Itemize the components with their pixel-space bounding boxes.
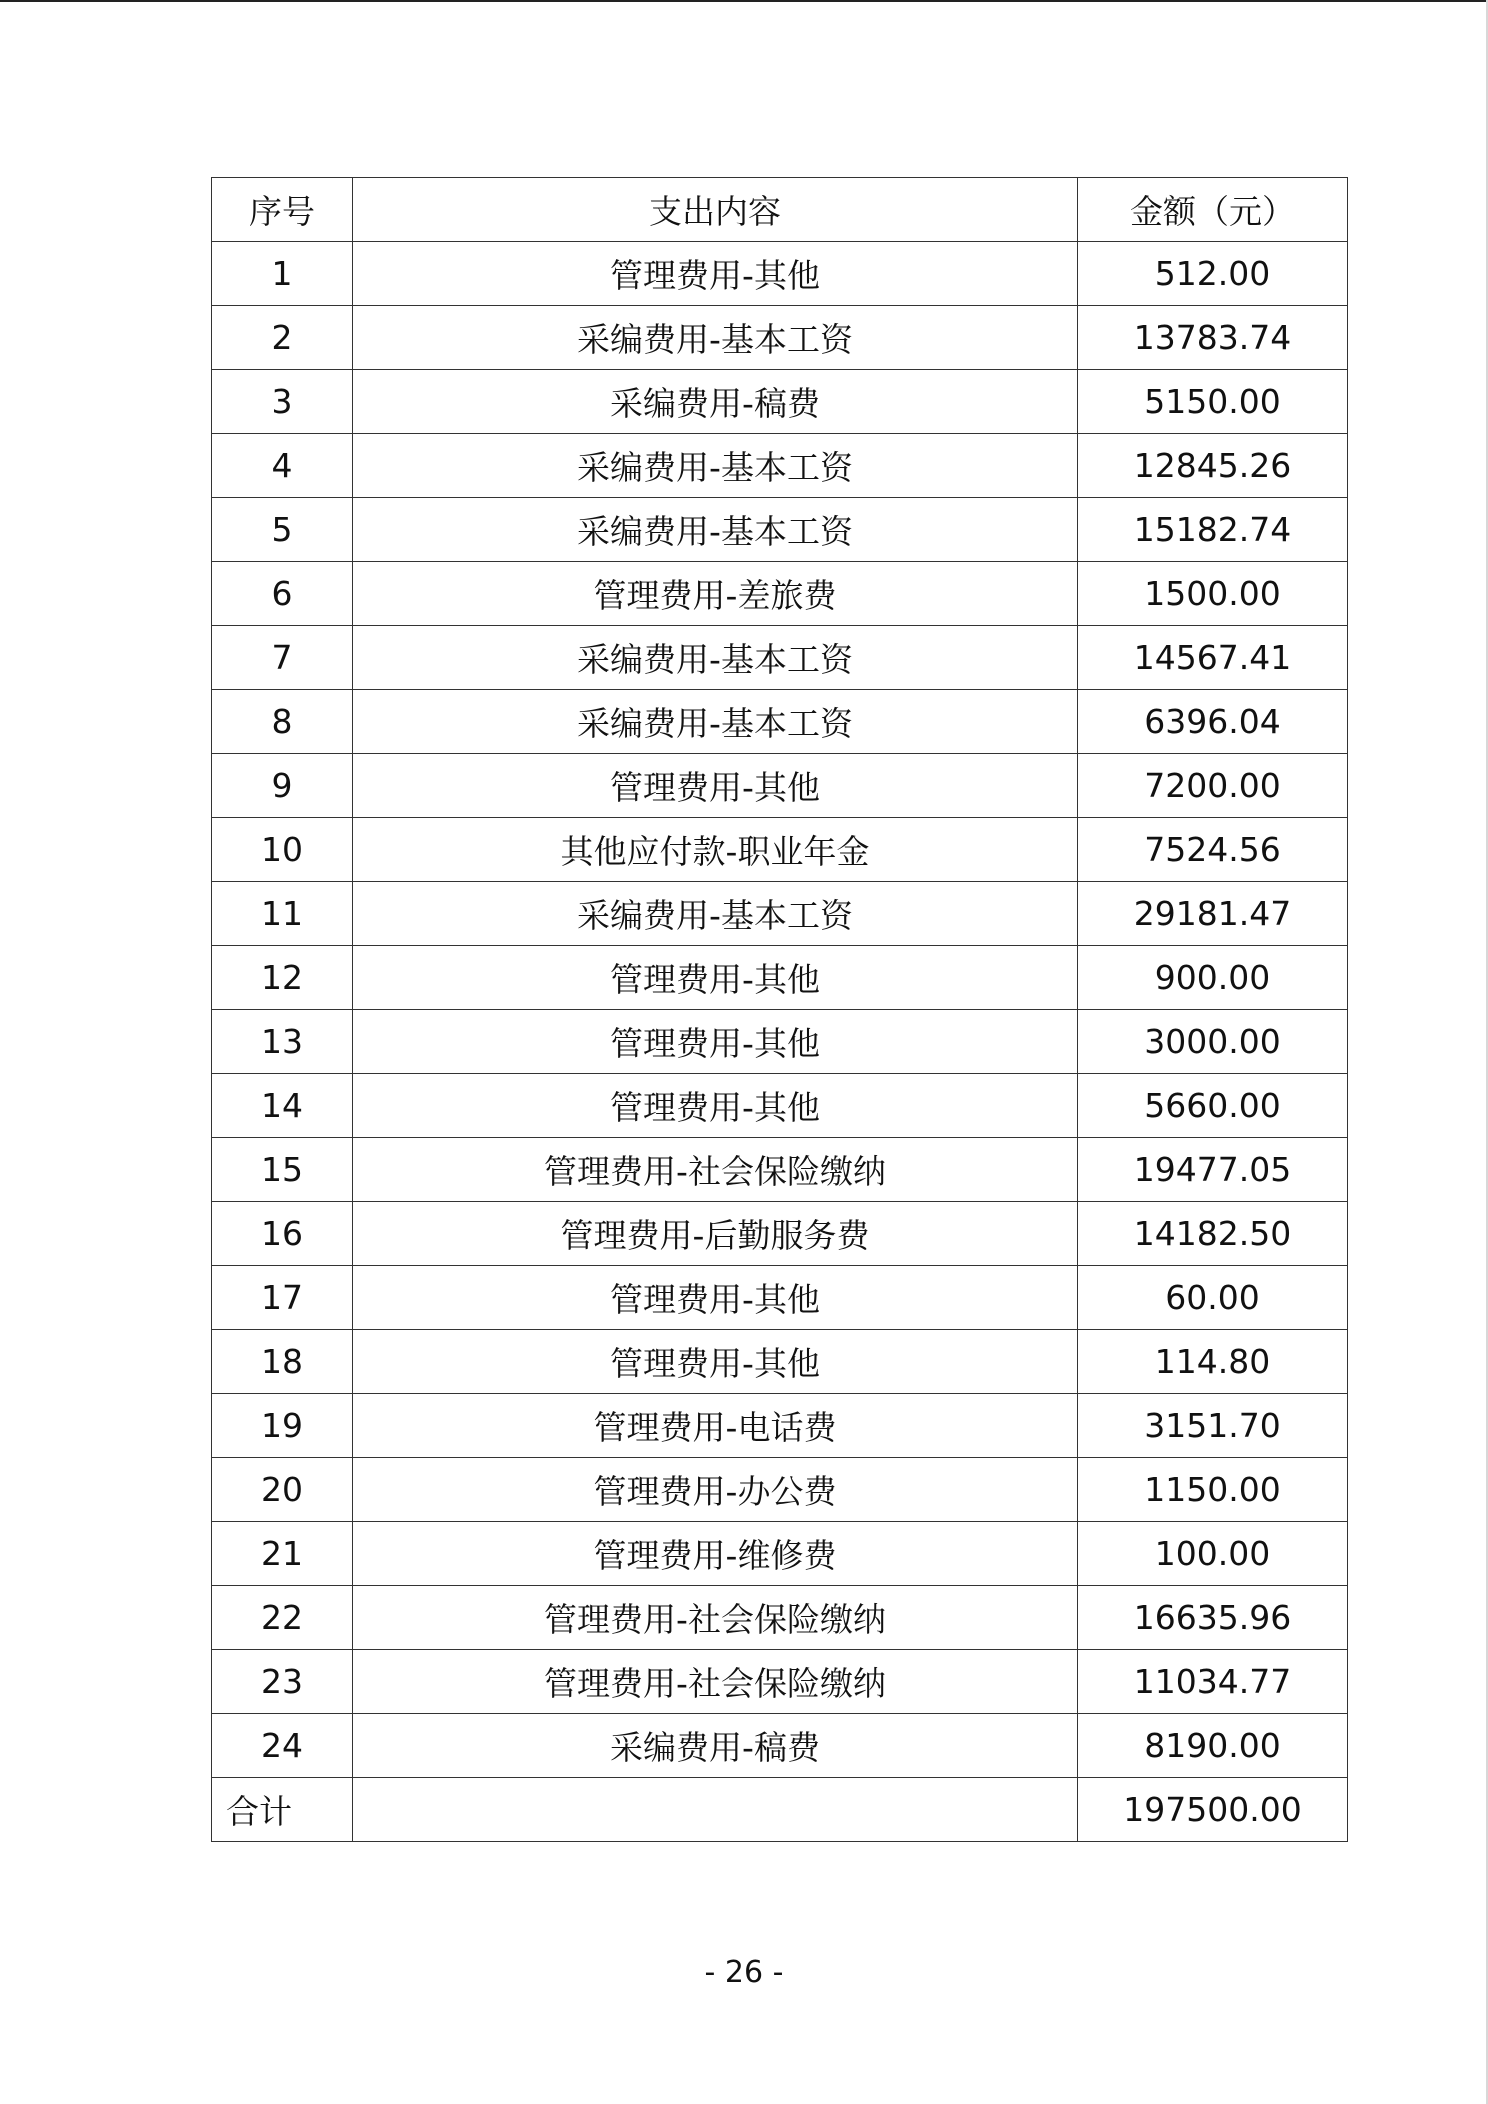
row-index: 15 (212, 1138, 353, 1202)
total-content (353, 1778, 1078, 1842)
row-amount: 14567.41 (1078, 626, 1348, 690)
table-row (212, 434, 1348, 498)
row-content: 管理费用-其他 (353, 946, 1078, 1010)
row-index: 18 (212, 1330, 353, 1394)
row-index: 10 (212, 818, 353, 882)
header-index: 序号 (212, 178, 353, 242)
row-index: 2 (212, 306, 353, 370)
row-index: 19 (212, 1394, 353, 1458)
row-amount: 7524.56 (1078, 818, 1348, 882)
total-label: 合计 (212, 1778, 353, 1842)
table-row (212, 1394, 1348, 1458)
row-content: 采编费用-稿费 (353, 370, 1078, 434)
table-row (212, 370, 1348, 434)
row-amount: 7200.00 (1078, 754, 1348, 818)
table-row (212, 1650, 1348, 1714)
row-content: 采编费用-基本工资 (353, 498, 1078, 562)
row-amount: 900.00 (1078, 946, 1348, 1010)
row-amount: 15182.74 (1078, 498, 1348, 562)
row-content: 管理费用-其他 (353, 242, 1078, 306)
row-content: 采编费用-基本工资 (353, 626, 1078, 690)
row-index: 21 (212, 1522, 353, 1586)
row-amount: 8190.00 (1078, 1714, 1348, 1778)
row-content: 采编费用-基本工资 (353, 882, 1078, 946)
table-row (212, 690, 1348, 754)
row-content: 管理费用-其他 (353, 1010, 1078, 1074)
table-row (212, 946, 1348, 1010)
page-top-border (0, 0, 1488, 2)
table-row (212, 1202, 1348, 1266)
row-content: 采编费用-基本工资 (353, 306, 1078, 370)
expense-table (211, 177, 1348, 1842)
table-row (212, 754, 1348, 818)
table-row (212, 1074, 1348, 1138)
row-amount: 16635.96 (1078, 1586, 1348, 1650)
table-row (212, 562, 1348, 626)
row-index: 9 (212, 754, 353, 818)
table-header-row (212, 178, 1348, 242)
row-content: 采编费用-基本工资 (353, 434, 1078, 498)
header-content: 支出内容 (353, 178, 1078, 242)
row-amount: 60.00 (1078, 1266, 1348, 1330)
row-index: 17 (212, 1266, 353, 1330)
row-amount: 12845.26 (1078, 434, 1348, 498)
row-amount: 114.80 (1078, 1330, 1348, 1394)
row-index: 11 (212, 882, 353, 946)
row-index: 23 (212, 1650, 353, 1714)
row-content: 管理费用-其他 (353, 1074, 1078, 1138)
row-amount: 14182.50 (1078, 1202, 1348, 1266)
row-amount: 29181.47 (1078, 882, 1348, 946)
row-index: 3 (212, 370, 353, 434)
row-index: 7 (212, 626, 353, 690)
row-index: 22 (212, 1586, 353, 1650)
row-index: 4 (212, 434, 353, 498)
row-amount: 19477.05 (1078, 1138, 1348, 1202)
table-row (212, 1266, 1348, 1330)
row-amount: 11034.77 (1078, 1650, 1348, 1714)
row-amount: 5150.00 (1078, 370, 1348, 434)
total-row (212, 1778, 1348, 1842)
row-amount: 6396.04 (1078, 690, 1348, 754)
table-row (212, 306, 1348, 370)
table-row (212, 498, 1348, 562)
table-row (212, 626, 1348, 690)
row-amount: 3000.00 (1078, 1010, 1348, 1074)
row-content: 管理费用-其他 (353, 754, 1078, 818)
row-content: 管理费用-社会保险缴纳 (353, 1138, 1078, 1202)
row-amount: 1150.00 (1078, 1458, 1348, 1522)
row-amount: 1500.00 (1078, 562, 1348, 626)
row-index: 8 (212, 690, 353, 754)
row-amount: 512.00 (1078, 242, 1348, 306)
row-amount: 3151.70 (1078, 1394, 1348, 1458)
table-row (212, 882, 1348, 946)
table-row (212, 242, 1348, 306)
table-body (212, 242, 1348, 1778)
row-amount: 13783.74 (1078, 306, 1348, 370)
table-row (212, 1458, 1348, 1522)
row-content: 管理费用-差旅费 (353, 562, 1078, 626)
row-content: 管理费用-社会保险缴纳 (353, 1650, 1078, 1714)
row-content: 管理费用-社会保险缴纳 (353, 1586, 1078, 1650)
row-content: 管理费用-其他 (353, 1330, 1078, 1394)
row-content: 管理费用-维修费 (353, 1522, 1078, 1586)
row-index: 16 (212, 1202, 353, 1266)
header-amount: 金额（元） (1078, 178, 1348, 242)
total-amount: 197500.00 (1078, 1778, 1348, 1842)
row-content: 管理费用-电话费 (353, 1394, 1078, 1458)
row-index: 14 (212, 1074, 353, 1138)
row-index: 13 (212, 1010, 353, 1074)
table-row (212, 1330, 1348, 1394)
table-row (212, 1138, 1348, 1202)
row-amount: 5660.00 (1078, 1074, 1348, 1138)
row-content: 其他应付款-职业年金 (353, 818, 1078, 882)
row-content: 管理费用-办公费 (353, 1458, 1078, 1522)
row-index: 24 (212, 1714, 353, 1778)
row-amount: 100.00 (1078, 1522, 1348, 1586)
row-content: 采编费用-稿费 (353, 1714, 1078, 1778)
table-row (212, 1586, 1348, 1650)
row-content: 管理费用-其他 (353, 1266, 1078, 1330)
table-row (212, 818, 1348, 882)
row-content: 管理费用-后勤服务费 (353, 1202, 1078, 1266)
row-index: 5 (212, 498, 353, 562)
table-row (212, 1714, 1348, 1778)
row-content: 采编费用-基本工资 (353, 690, 1078, 754)
row-index: 1 (212, 242, 353, 306)
row-index: 20 (212, 1458, 353, 1522)
page-number: - 26 - (704, 1955, 784, 1990)
row-index: 6 (212, 562, 353, 626)
table-row (212, 1522, 1348, 1586)
row-index: 12 (212, 946, 353, 1010)
table-row (212, 1010, 1348, 1074)
